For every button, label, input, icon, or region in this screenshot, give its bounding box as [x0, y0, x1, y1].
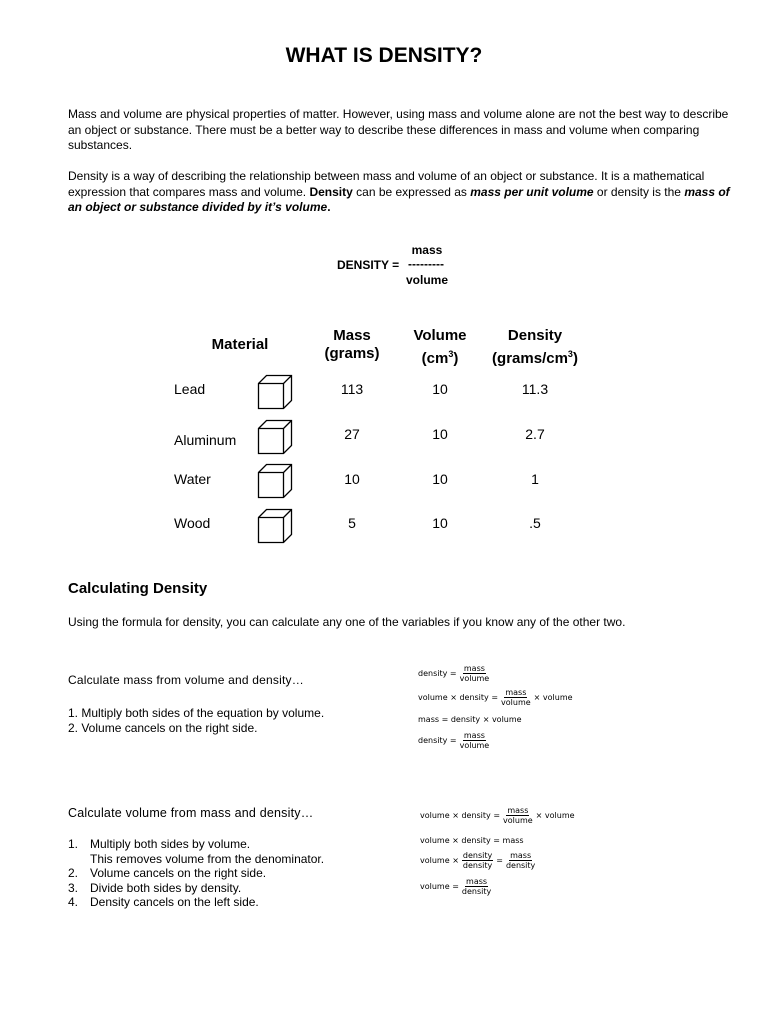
header-volume: [400, 327, 480, 368]
mass-eq-line-4: density = $\frac{\text{mass}}{\text{volume}}$: [418, 731, 490, 750]
material-name: Wood: [174, 515, 211, 531]
header-mass: [312, 327, 392, 363]
volume-eq-line-1: volume × density = $\frac{\text{mass}}{\text{volume}}$ × volume: [420, 806, 575, 825]
intro-paragraph: Mass and volume are physical properties of matter. However, using mass and volume alone are not the best way to describe an object or substance. There must be a better way to describe these differences in mass and volume when comparing substances.: [68, 107, 729, 152]
header-volume-line1: Volume: [413, 327, 467, 344]
calc-mass-heading: Calculate mass from volume and density…: [68, 673, 304, 687]
def-mass-divided: mass of an object or substance divided by it’s volume: [68, 184, 730, 214]
section-intro: Using the formula for density, you can calculate any one of the variables if you know any of the other two.: [68, 615, 626, 629]
density-value: 11.3: [521, 381, 549, 397]
def-text-1: Density is a way of describing the relationship between mass and volume of an object or substance. It is a mathematical expression that compares mass and volume.: [68, 169, 705, 199]
def-text-3: or density is the: [593, 184, 685, 199]
header-density-line1: Density: [507, 327, 563, 344]
section-heading: Calculating Density: [68, 580, 208, 597]
step-item: 4. Density cancels on the left side.: [68, 895, 259, 909]
step-item: 2. Volume cancels on the right side.: [68, 866, 267, 880]
step-item: 2. Volume cancels on the right side.: [68, 720, 258, 735]
def-text-2: can be expressed as: [352, 184, 471, 199]
step-item: 3. Divide both sides by density.: [68, 880, 242, 895]
volume-value: 10: [432, 381, 448, 397]
volume-eq-line-4: volume = $\frac{\text{mass}}{\text{density}}$: [420, 877, 492, 896]
material-name: Water: [174, 471, 211, 487]
formula-label: DENSITY =: [337, 258, 400, 272]
cube-icon: [257, 374, 293, 410]
header-volume-line2: $(cm^3)$: [421, 349, 459, 367]
step-item: This removes volume from the denominator.: [90, 851, 325, 866]
volume-value: 10: [432, 471, 448, 487]
definition-paragraph: [68, 169, 738, 216]
calc-mass-steps: [68, 706, 324, 735]
mass-value: 27: [344, 426, 360, 442]
formula-bar: ---------: [408, 257, 444, 271]
density-value: 1: [531, 471, 539, 487]
mass-value: 113: [340, 381, 364, 397]
mass-eq-line-2: volume × density = $\frac{\text{mass}}{\text{volume}}$ × volume: [418, 688, 573, 707]
def-bold-density: Density: [309, 184, 353, 199]
volume-value: 10: [432, 515, 448, 531]
step-item: 1. Multiply both sides of the equation by volume.: [68, 706, 325, 720]
cube-icon: [257, 419, 293, 455]
header-material: Material: [211, 336, 269, 353]
header-density-line2: $(grams/cm^3)$: [492, 349, 578, 367]
density-value: 2.7: [525, 426, 545, 442]
material-name: Lead: [174, 381, 206, 397]
def-mass-per-unit-volume: mass per unit volume: [470, 184, 594, 199]
calc-volume-steps: [68, 837, 324, 910]
material-name: Aluminum: [174, 432, 237, 448]
header-mass-line2: (grams): [324, 345, 380, 362]
mass-eq-line-1: density = $\frac{\text{mass}}{\text{volume}}$: [418, 664, 490, 683]
calc-volume-heading: Calculate volume from mass and density…: [68, 806, 314, 820]
volume-value: 10: [432, 426, 448, 442]
volume-eq-line-3: volume × $\frac{\text{density}}{\text{density}}$ = $\frac{\text{mass}}{\text{density}}$: [420, 851, 536, 870]
formula-denominator: volume: [405, 273, 448, 287]
mass-value: 5: [348, 515, 356, 531]
def-end: .: [327, 200, 331, 214]
header-mass-line1: Mass: [333, 327, 371, 344]
mass-eq-line-3: mass = density × volume: [418, 715, 522, 724]
cube-icon: [257, 463, 293, 499]
step-item: 1. Multiply both sides by volume.: [68, 837, 251, 851]
header-density: [480, 327, 590, 368]
page-title: WHAT IS DENSITY?: [285, 44, 483, 67]
volume-eq-line-2: volume × density = mass: [420, 836, 524, 845]
mass-value: 10: [344, 471, 360, 487]
density-value: .5: [529, 515, 541, 531]
cube-icon: [257, 508, 293, 544]
formula-numerator: mass: [411, 243, 443, 257]
